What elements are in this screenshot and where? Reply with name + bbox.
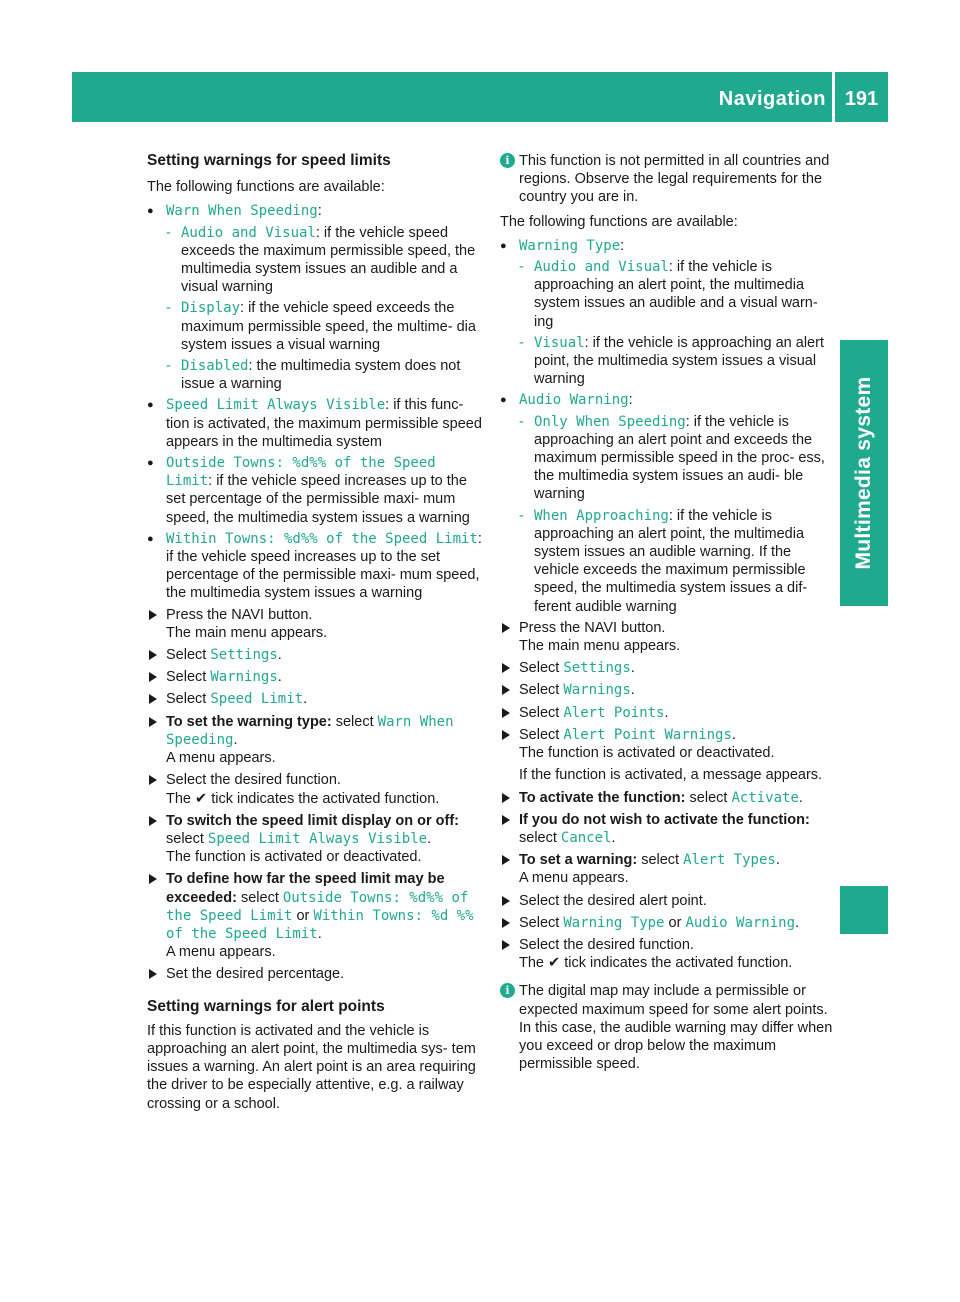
item-text: :	[628, 392, 633, 409]
step-text: Press the NAVI button.	[519, 619, 666, 636]
menu-term: Outside Towns: %d%% of the Speed Limit	[166, 455, 436, 490]
info-text: The digital map may include a permissible or expected maximum speed for some alert points. In this case, the audible warning may differ when you exceed or drop below the maximum permissible speed.	[519, 983, 833, 1073]
list-item	[500, 237, 835, 255]
step	[500, 851, 835, 887]
sub-list-item	[147, 357, 482, 393]
step-arrow-icon	[149, 610, 157, 620]
step-arrow-icon	[502, 623, 510, 633]
sub-list-item	[500, 258, 835, 331]
step	[500, 681, 835, 699]
menu-term: Display	[181, 300, 241, 317]
item-text: : if the vehicle is approaching an alert point, the multimedia system issues an audible warning. If the vehicle exceeds the maximum permissible speed, the multimedia system issues a dif- ferent audible warning	[534, 507, 808, 615]
step-text: Select the desired function.	[519, 936, 694, 953]
dash-icon: -	[519, 507, 524, 524]
info-note	[500, 982, 835, 1073]
step-arrow-icon	[149, 816, 157, 826]
dash-icon: -	[519, 413, 524, 430]
step-text: select	[685, 789, 732, 806]
step-arrow-icon	[502, 730, 510, 740]
step-result: tick indicates the activated function.	[207, 790, 440, 807]
dash-icon: -	[166, 224, 171, 241]
intro-text: The following functions are available:	[500, 213, 738, 230]
step-result: A menu appears.	[519, 870, 629, 887]
step-arrow-icon	[502, 815, 510, 825]
menu-term: Outside Towns: %d%% of the Speed Limit	[166, 889, 469, 924]
step	[500, 892, 835, 910]
item-text: : if the vehicle speed increases up to the set percentage of the permissible maxi- mum speed, the multimedia system issues a warning	[166, 530, 482, 602]
step	[147, 771, 482, 807]
step-arrow-icon	[502, 685, 510, 695]
step-text: select	[519, 829, 561, 846]
item-text: : if the vehicle speed increases up to the set percentage of the permissible maxi- mum speed, the multimedia system issues a warning	[166, 473, 470, 526]
sub-list-item	[500, 507, 835, 616]
checkmark-icon: ✔	[195, 790, 208, 807]
menu-term: Alert Types	[683, 852, 776, 869]
step	[500, 914, 835, 932]
dash-icon: -	[166, 300, 171, 317]
step-arrow-icon	[149, 969, 157, 979]
step-text: Select	[519, 914, 564, 931]
step	[500, 619, 835, 655]
step-text: .	[277, 647, 282, 664]
step-text: Select	[166, 691, 211, 708]
dash-icon: -	[519, 259, 524, 276]
left-column	[147, 152, 482, 1113]
body-paragraph: If this function is activated and the vehicle is approaching an alert point, the multimedia sys- tem issues a warning. An alert point is an area requiring the driver to be especially attentive, e.g. a railway crossing or a school.	[147, 1022, 476, 1112]
step-text: .	[233, 731, 238, 748]
step-text: Select	[166, 669, 211, 686]
step	[500, 704, 835, 722]
step-title: If you do not wish to activate the function:	[519, 811, 810, 828]
step-text: Select the desired alert point.	[519, 892, 707, 909]
step	[500, 726, 835, 785]
menu-term: Alert Point Warnings	[563, 726, 732, 743]
chapter-marker	[840, 886, 888, 934]
step-arrow-icon	[502, 708, 510, 718]
step-text: .	[798, 789, 803, 806]
step-text: .	[317, 925, 322, 942]
step-result: A menu appears.	[166, 750, 276, 767]
step-arrow-icon	[502, 896, 510, 906]
right-column	[500, 152, 835, 1079]
step	[500, 811, 835, 847]
step-arrow-icon	[149, 672, 157, 682]
step-text: Set the desired percentage.	[166, 966, 345, 983]
chapter-tab-label: Multimedia system	[852, 376, 875, 570]
bullet-icon: ●	[147, 205, 154, 218]
page-number: 191	[844, 88, 879, 110]
step	[147, 668, 482, 686]
bullet-icon: ●	[500, 239, 507, 252]
info-icon: i	[500, 983, 515, 998]
step-result: The function is activated or deactivated.	[166, 849, 422, 866]
step-text: .	[303, 691, 308, 708]
step	[147, 646, 482, 664]
step-text: or	[664, 914, 686, 931]
bullet-icon: ●	[147, 399, 154, 412]
info-icon: i	[500, 153, 515, 168]
step-text: select	[166, 830, 208, 847]
menu-term: Speed Limit	[210, 691, 304, 708]
item-text: : if this func- tion is activated, the maximum permissible speed appears in the multimedia system	[166, 397, 482, 450]
step-text: select	[236, 889, 283, 906]
menu-term: Audio Warning	[519, 392, 629, 409]
step-result: The function is activated or deactivated.	[519, 745, 775, 762]
step-title: To set a warning:	[519, 852, 638, 869]
menu-term: Audio Warning	[685, 914, 796, 931]
step-text: .	[731, 726, 736, 743]
menu-term: Audio and Visual	[534, 259, 669, 276]
step-text: Select	[519, 704, 564, 721]
step-title: To define how far the speed limit may be exceeded:	[166, 871, 445, 906]
step-arrow-icon	[149, 717, 157, 727]
menu-term: Cancel	[560, 829, 612, 846]
menu-term: Warning Type	[519, 237, 621, 254]
list-item	[147, 530, 482, 603]
step-text: Select	[519, 660, 564, 677]
step-text: Press the NAVI button.	[166, 606, 313, 623]
item-text: :	[620, 237, 625, 254]
step-text: .	[630, 682, 635, 699]
step-arrow-icon	[502, 663, 510, 673]
menu-term: Audio and Visual	[181, 224, 316, 241]
step-result: tick indicates the activated function.	[560, 955, 793, 972]
menu-term: Warn When Speeding	[166, 203, 318, 220]
item-text: : if the vehicle is approaching an alert point, the multimedia system issues a visual warning	[534, 334, 824, 388]
step-text: or	[292, 907, 314, 924]
step	[147, 606, 482, 642]
menu-term: Settings	[563, 660, 631, 677]
step-title: To switch the speed limit display on or off:	[166, 812, 459, 829]
heading-speed-limits: Setting warnings for speed limits	[147, 152, 391, 169]
step-text: Select the desired function.	[166, 772, 341, 789]
info-note	[500, 152, 835, 207]
menu-term: Speed Limit Always Visible	[207, 830, 428, 847]
step-arrow-icon	[502, 940, 510, 950]
menu-term: Warning Type	[563, 914, 665, 931]
step-text: select	[331, 713, 378, 730]
heading-alert-points: Setting warnings for alert points	[147, 997, 385, 1015]
step	[147, 812, 482, 867]
menu-term: Warnings	[210, 669, 278, 686]
step-title: To activate the function:	[519, 789, 686, 806]
step-text: .	[795, 914, 800, 931]
step-arrow-icon	[149, 694, 157, 704]
menu-term: Speed Limit Always Visible	[166, 397, 386, 414]
menu-term: Settings	[210, 647, 278, 664]
sub-list-item	[147, 224, 482, 297]
item-text: : if the vehicle is approaching an alert point and exceeds the maximum permissible speed in the proc- ess, the multimedia system issues an audi- ble warning	[534, 413, 825, 503]
info-text: This function is not permitted in all countries and regions. Observe the legal requirements for the country you are in.	[519, 153, 830, 206]
sub-list-item	[147, 299, 482, 354]
item-text: : the multimedia system does not issue a warning	[181, 358, 461, 393]
menu-term: When Approaching	[534, 507, 669, 524]
intro-text: The following functions are available:	[147, 179, 385, 196]
step-result: The	[519, 955, 549, 972]
menu-term: Within Towns: %d%% of the Speed Limit	[166, 530, 478, 547]
step-text: .	[427, 830, 432, 847]
step-text: .	[630, 660, 635, 677]
menu-term: Activate	[731, 789, 799, 806]
menu-term: Alert Points	[563, 704, 665, 721]
step	[147, 965, 482, 983]
step	[147, 713, 482, 768]
step-result: If the function is activated, a message appears.	[519, 767, 823, 784]
step-arrow-icon	[502, 918, 510, 928]
menu-term: Warnings	[563, 682, 631, 699]
menu-term: Within Towns: %d %% of the Speed Limit	[166, 907, 474, 942]
checkmark-icon: ✔	[548, 955, 561, 972]
step-arrow-icon	[149, 874, 157, 884]
dash-icon: -	[166, 358, 171, 375]
item-text: :	[317, 203, 322, 220]
step-arrow-icon	[149, 650, 157, 660]
step-arrow-icon	[149, 775, 157, 785]
step-text: .	[664, 704, 669, 721]
step	[147, 870, 482, 961]
step	[500, 936, 835, 972]
step-text: Select	[519, 682, 564, 699]
step	[500, 789, 835, 807]
step-text: Select	[166, 647, 211, 664]
dash-icon: -	[519, 334, 524, 351]
bullet-icon: ●	[147, 457, 154, 470]
sub-list-item	[500, 334, 835, 389]
sub-list-item	[500, 413, 835, 504]
step-arrow-icon	[502, 793, 510, 803]
item-text: : if the vehicle speed exceeds the maximum permissible speed, the multime- dia system issues a visual warning	[181, 300, 476, 353]
step	[147, 690, 482, 708]
step-text: .	[277, 669, 282, 686]
item-text: : if the vehicle is approaching an alert point, the multimedia system issues an audible and a visual warn- ing	[534, 259, 818, 330]
step-result: The	[166, 790, 196, 807]
step-text: Select	[519, 726, 564, 743]
bullet-icon: ●	[147, 532, 154, 545]
step-text: .	[611, 829, 616, 846]
list-item	[147, 396, 482, 451]
menu-term: Only When Speeding	[534, 413, 686, 430]
menu-term: Warn When Speeding	[166, 713, 454, 748]
list-item	[147, 454, 482, 527]
list-item	[147, 202, 482, 220]
step-text: select	[637, 852, 684, 869]
step-arrow-icon	[502, 855, 510, 865]
list-item	[500, 391, 835, 409]
menu-term: Disabled	[181, 358, 249, 375]
step-text: .	[775, 852, 780, 869]
menu-term: Visual	[534, 334, 585, 351]
section-title: Navigation	[718, 88, 826, 110]
step-title: To set the warning type:	[166, 713, 332, 730]
step-result: A menu appears.	[166, 944, 276, 961]
step-result: The main menu appears.	[166, 624, 328, 641]
item-text: : if the vehicle speed exceeds the maximum permissible speed, the multimedia system issues an audible and a visual warning	[181, 224, 476, 296]
bullet-icon: ●	[500, 394, 507, 407]
step	[500, 659, 835, 677]
step-result: The main menu appears.	[519, 638, 681, 655]
